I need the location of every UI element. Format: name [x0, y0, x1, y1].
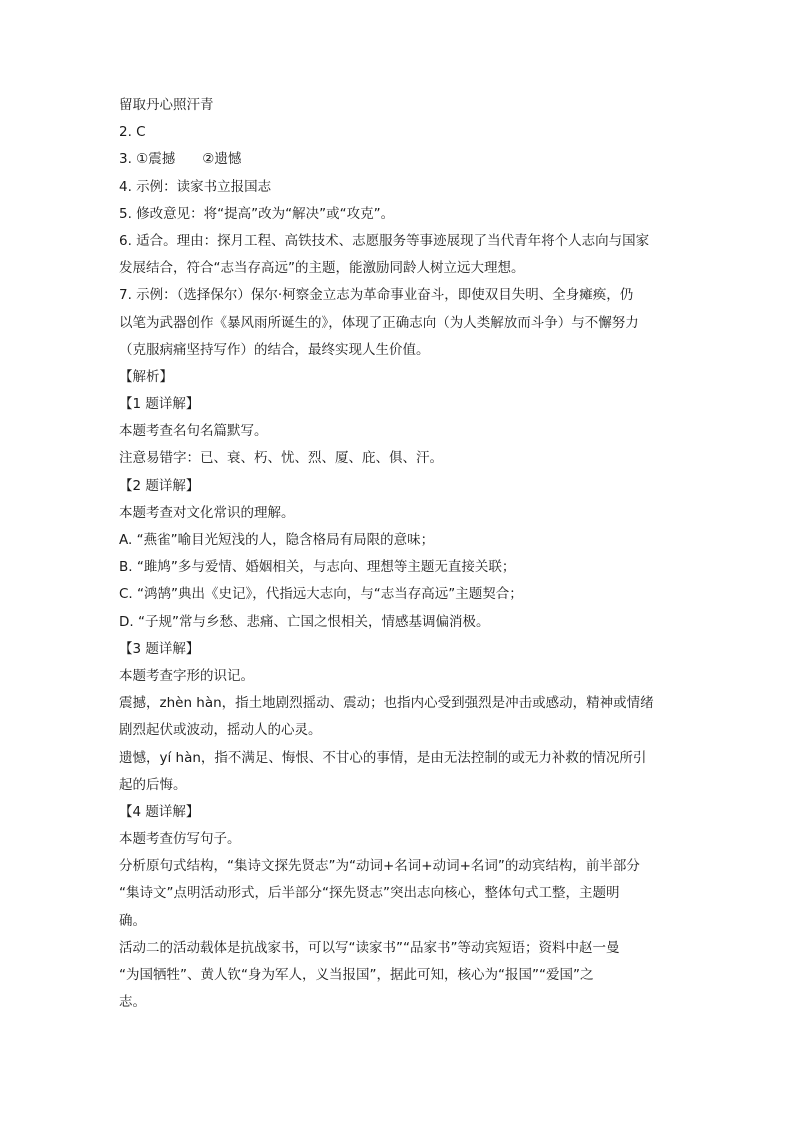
text-line: “集诗文”点明活动形式，后半部分“探先贤志”突出志向核心，整体句式工整，主题明: [119, 885, 620, 902]
text-line: 本题考查对文化常识的理解。: [119, 504, 295, 521]
option-d: D. “子规”常与乡愁、悲痛、亡国之恨相关，情感基调偏消极。: [119, 613, 490, 630]
option-a: A. “燕雀”喻目光短浅的人，隐含格局有局限的意味；: [119, 532, 435, 548]
answer-2: 2. C: [119, 124, 146, 141]
answer-6: 6. 适合。理由：探月工程、高铁技术、志愿服务等事迹展现了当代青年将个人志向与国家: [119, 232, 650, 249]
answer-7-cont: （克服病痛坚持写作）的结合，最终实现人生价值。: [119, 341, 430, 358]
answer-6-cont: 发展结合，符合“志当存高远”的主题，能激励同龄人树立远大理想。: [119, 260, 525, 277]
section-heading: 【2 题详解】: [119, 477, 200, 494]
answer-3: 3. ①震撼 ②遗憾: [119, 151, 242, 168]
section-heading: 【1 题详解】: [119, 396, 200, 413]
answer-7-cont: 以笔为武器创作《暴风雨所诞生的》，体现了正确志向（为人类解放而斗争）与不懈努力: [119, 314, 639, 331]
answer-4: 4. 示例：读家书立报国志: [119, 178, 272, 195]
section-heading: 【解析】: [119, 368, 173, 385]
text-line: 确。: [119, 912, 146, 929]
text-line: 分析原句式结构，“集诗文探先贤志”为“动词+名词+动词+名词”的动宾结构，前半部分: [119, 858, 640, 875]
option-c: C. “鸿鹄”典出《史记》，代指远大志向，与“志当存高远”主题契合；: [119, 586, 523, 603]
text-line: 遗憾，yí hàn，指不满足、悔恨、不甘心的事情，是由无法控制的或无力补救的情况所引: [119, 749, 647, 766]
option-b: B. “雎鸠”多与爱情、婚姻相关，与志向、理想等主题无直接关联；: [119, 559, 516, 576]
document-body: [119, 92, 679, 1016]
text-line: 本题考查名句名篇默写。: [119, 423, 268, 440]
text-line: “为国牺牲”、黄人钦“身为军人，义当报国”，据此可知，核心为“报国”“爱国”之: [119, 967, 594, 983]
text-line: 本题考查字形的识记。: [119, 667, 254, 684]
text-line: 注意易错字：已、衰、朽、忧、烈、厦、庇、俱、汗。: [119, 450, 443, 467]
answer-5: 5. 修改意见：将“提高”改为“解决”或“攻克”。: [119, 205, 395, 222]
text-line: 剧烈起伏或波动，摇动人的心灵。: [119, 722, 322, 739]
text-line: 留取丹心照汗青: [119, 97, 214, 113]
text-line: 志。: [119, 994, 146, 1011]
answer-7: 7. 示例：（选择保尔）保尔·柯察金立志为革命事业奋斗，即使双目失明、全身瘫痪，仍: [119, 287, 634, 304]
text-line: 本题考查仿写句子。: [119, 831, 241, 848]
text-line: 活动二的活动载体是抗战家书，可以写“读家书”“品家书”等动宾短语；资料中赵一曼: [119, 939, 620, 956]
section-heading: 【4 题详解】: [119, 803, 200, 820]
text-line: 震撼，zhèn hàn，指土地剧烈摇动、震动；也指内心受到强烈是冲击或感动，精神或情绪: [119, 695, 654, 712]
section-heading: 【3 题详解】: [119, 640, 200, 657]
text-line: 起的后悔。: [119, 776, 187, 793]
